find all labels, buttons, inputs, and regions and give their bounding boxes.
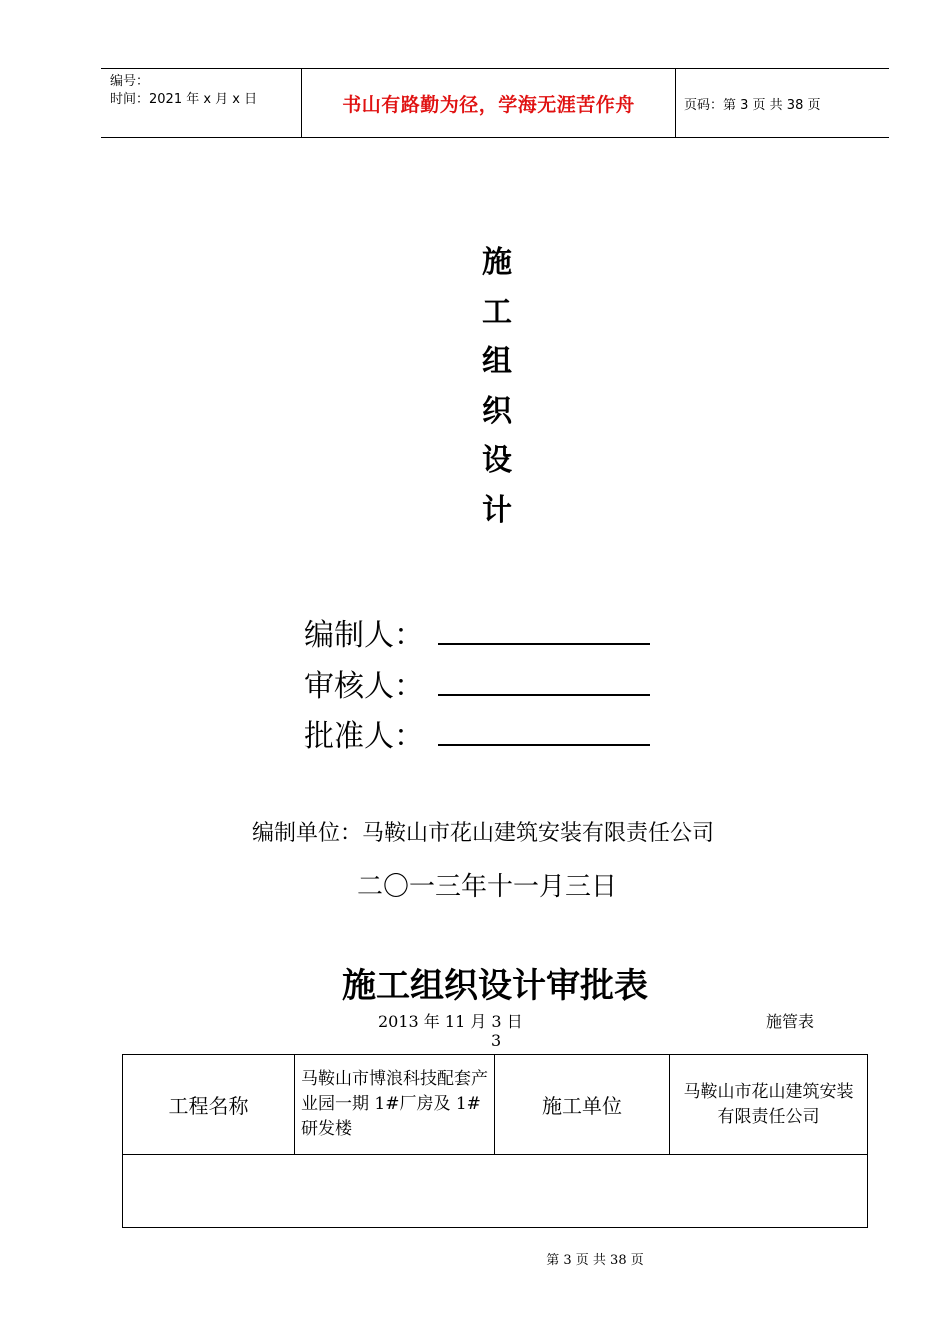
page-footer: 第 3 页 共 38 页 bbox=[546, 1253, 644, 1268]
approval-form-date: 2013 年 11 月 3 日 bbox=[378, 1012, 523, 1031]
header-number: 编号： bbox=[110, 74, 150, 89]
contractor-label: 施工单位 bbox=[495, 1055, 670, 1154]
header-page-number: 页码：第 3 页 共 38 页 bbox=[684, 97, 821, 113]
title-char: 工 bbox=[482, 294, 512, 330]
project-name-value: 马鞍山市博浪科技配套产业园一期 1#厂房及 1#研发楼 bbox=[295, 1055, 495, 1154]
compile-unit: 编制单位：马鞍山市花山建筑安装有限责任公司 bbox=[252, 821, 715, 846]
reviewer-blank-line bbox=[438, 664, 650, 696]
header-divider bbox=[675, 69, 676, 137]
project-name-label: 工程名称 bbox=[123, 1055, 295, 1154]
title-char: 织 bbox=[482, 393, 512, 429]
approver-blank-line bbox=[438, 714, 650, 746]
compiler-signature bbox=[304, 613, 650, 656]
contractor-value: 马鞍山市花山建筑安装有限责任公司 bbox=[683, 1081, 854, 1127]
title-char: 组 bbox=[482, 344, 512, 379]
approver-signature bbox=[304, 714, 650, 757]
reviewer-signature bbox=[304, 664, 650, 707]
compiler-blank-line bbox=[438, 613, 650, 645]
compile-date: 二〇一三年十一月三日 bbox=[357, 872, 618, 902]
title-char: 计 bbox=[482, 492, 512, 528]
header-meta bbox=[110, 73, 257, 109]
approval-form-number: 3 bbox=[491, 1031, 502, 1050]
table-row bbox=[123, 1055, 867, 1155]
approval-form-title: 施工组织设计审批表 bbox=[342, 966, 648, 1006]
header-time: 时间：2021 年 x 月 x 日 bbox=[110, 92, 258, 107]
approver-label: 批准人： bbox=[304, 719, 424, 754]
document-title bbox=[472, 238, 522, 535]
page-header bbox=[101, 68, 889, 138]
header-motto: 书山有路勤为径，学海无涯苦作舟 bbox=[342, 93, 635, 116]
approval-table bbox=[122, 1054, 868, 1228]
reviewer-label: 审核人： bbox=[304, 669, 424, 704]
compiler-label: 编制人： bbox=[304, 618, 424, 653]
title-char: 设 bbox=[482, 443, 512, 478]
title-char: 施 bbox=[482, 245, 512, 280]
approval-form-code: 施管表 bbox=[766, 1012, 815, 1031]
